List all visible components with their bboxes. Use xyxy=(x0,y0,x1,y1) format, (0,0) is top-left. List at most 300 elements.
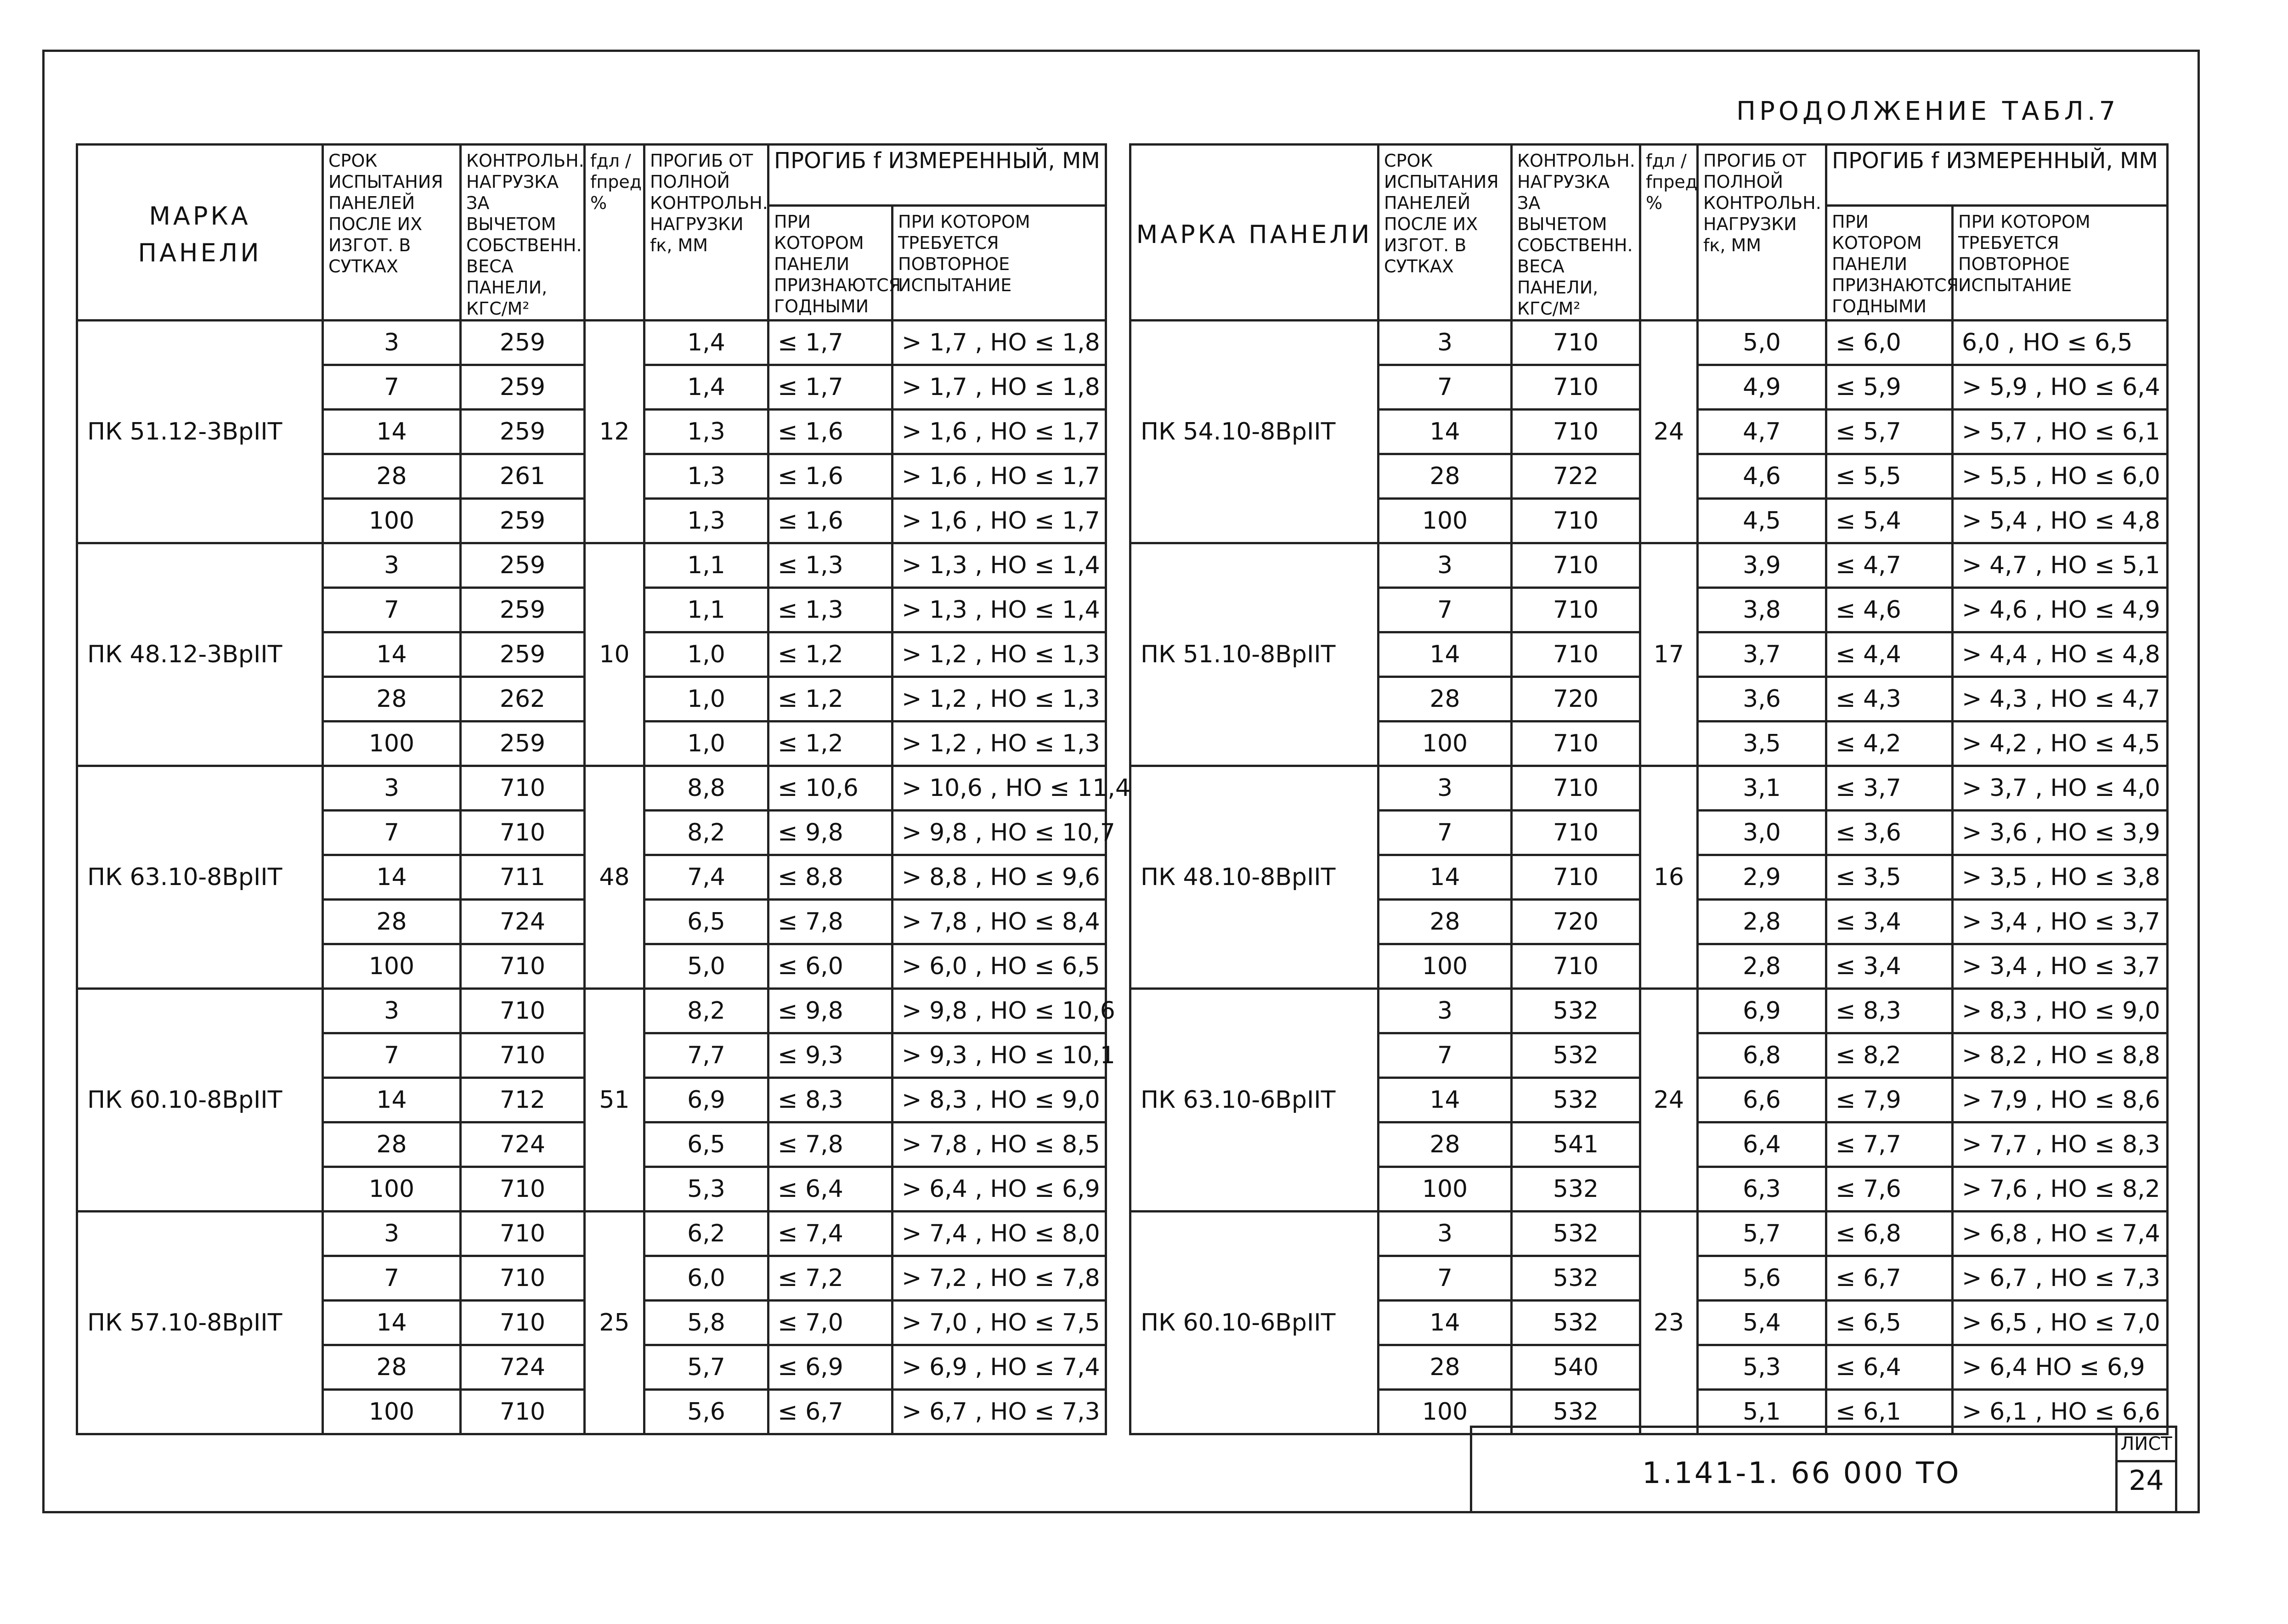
test-day: 7 xyxy=(323,365,461,410)
deflection-fk: 3,8 xyxy=(1698,588,1826,632)
test-day: 7 xyxy=(1378,1256,1512,1301)
control-load: 724 xyxy=(461,1345,585,1390)
test-day: 14 xyxy=(1378,632,1512,677)
control-load: 261 xyxy=(461,454,585,499)
ratio-percent: 10 xyxy=(585,543,644,766)
test-day: 28 xyxy=(323,900,461,944)
test-day: 28 xyxy=(323,454,461,499)
deflection-retest: > 7,8 , НО ≤ 8,5 xyxy=(893,1122,1106,1167)
ratio-percent: 25 xyxy=(585,1212,644,1434)
deflection-retest: > 10,6 , НО ≤ 11,4 xyxy=(893,766,1106,811)
header-progib: ПРОГИБ ОТ ПОЛНОЙ КОНТРОЛЬН. НАГРУЗКИ fк, ММ xyxy=(644,145,768,321)
panel-mark: ПК 60.10-8ВрIIТ xyxy=(77,989,323,1212)
control-load: 259 xyxy=(461,588,585,632)
deflection-ok: ≤ 8,8 xyxy=(768,855,893,900)
table-row xyxy=(1130,543,2168,588)
test-day: 7 xyxy=(1378,1033,1512,1078)
deflection-fk: 6,5 xyxy=(644,1122,768,1167)
test-day: 14 xyxy=(1378,855,1512,900)
deflection-ok: ≤ 6,4 xyxy=(1826,1345,1953,1390)
deflection-fk: 5,3 xyxy=(644,1167,768,1212)
test-day: 28 xyxy=(1378,1345,1512,1390)
control-load: 710 xyxy=(1512,588,1640,632)
header-nagruzka: КОНТРОЛЬН. НАГРУЗКА ЗА ВЫЧЕТОМ СОБСТВЕНН. ВЕСА ПАНЕЛИ, КГС/М² xyxy=(461,145,585,321)
table-row xyxy=(77,1212,1106,1256)
deflection-retest: > 8,2 , НО ≤ 8,8 xyxy=(1953,1033,2168,1078)
deflection-fk: 6,4 xyxy=(1698,1122,1826,1167)
deflection-fk: 6,2 xyxy=(644,1212,768,1256)
deflection-fk: 3,0 xyxy=(1698,811,1826,855)
deflection-fk: 5,1 xyxy=(1698,1390,1826,1434)
deflection-ok: ≤ 7,7 xyxy=(1826,1122,1953,1167)
deflection-ok: ≤ 1,3 xyxy=(768,588,893,632)
deflection-retest: > 3,7 , НО ≤ 4,0 xyxy=(1953,766,2168,811)
deflection-retest: > 1,7 , НО ≤ 1,8 xyxy=(893,365,1106,410)
table-row xyxy=(77,543,1106,588)
right-table-body xyxy=(1130,321,2168,1434)
control-load: 532 xyxy=(1512,1256,1640,1301)
deflection-fk: 1,0 xyxy=(644,632,768,677)
deflection-ok: ≤ 1,6 xyxy=(768,499,893,543)
control-load: 532 xyxy=(1512,1167,1640,1212)
deflection-retest: > 1,3 , НО ≤ 1,4 xyxy=(893,543,1106,588)
test-day: 14 xyxy=(323,410,461,454)
deflection-retest: > 7,4 , НО ≤ 8,0 xyxy=(893,1212,1106,1256)
control-load: 724 xyxy=(461,900,585,944)
deflection-fk: 2,9 xyxy=(1698,855,1826,900)
deflection-ok: ≤ 4,4 xyxy=(1826,632,1953,677)
control-load: 259 xyxy=(461,321,585,365)
test-day: 3 xyxy=(323,989,461,1033)
deflection-fk: 8,8 xyxy=(644,766,768,811)
deflection-ok: ≤ 6,0 xyxy=(1826,321,1953,365)
deflection-retest: > 4,4 , НО ≤ 4,8 xyxy=(1953,632,2168,677)
control-load: 532 xyxy=(1512,989,1640,1033)
deflection-ok: ≤ 1,2 xyxy=(768,722,893,766)
deflection-ok: ≤ 8,2 xyxy=(1826,1033,1953,1078)
deflection-ok: ≤ 6,4 xyxy=(768,1167,893,1212)
deflection-retest: > 8,3 , НО ≤ 9,0 xyxy=(893,1078,1106,1122)
deflection-fk: 5,7 xyxy=(644,1345,768,1390)
deflection-fk: 7,4 xyxy=(644,855,768,900)
deflection-ok: ≤ 1,2 xyxy=(768,632,893,677)
control-load: 259 xyxy=(461,632,585,677)
deflection-fk: 4,9 xyxy=(1698,365,1826,410)
deflection-retest: > 6,8 , НО ≤ 7,4 xyxy=(1953,1212,2168,1256)
header-srok: СРОК ИСПЫТАНИЯ ПАНЕЛЕЙ ПОСЛЕ ИХ ИЗГОТ. В СУТКАХ xyxy=(1378,145,1512,321)
deflection-fk: 6,3 xyxy=(1698,1167,1826,1212)
deflection-retest: > 8,3 , НО ≤ 9,0 xyxy=(1953,989,2168,1033)
deflection-retest: > 3,5 , НО ≤ 3,8 xyxy=(1953,855,2168,900)
ratio-percent: 48 xyxy=(585,766,644,989)
test-day: 100 xyxy=(1378,499,1512,543)
control-load: 710 xyxy=(461,1256,585,1301)
control-load: 710 xyxy=(461,989,585,1033)
control-load: 259 xyxy=(461,410,585,454)
deflection-fk: 1,0 xyxy=(644,722,768,766)
control-load: 710 xyxy=(1512,766,1640,811)
table-row xyxy=(1130,766,2168,811)
deflection-fk: 5,0 xyxy=(1698,321,1826,365)
deflection-retest: > 7,9 , НО ≤ 8,6 xyxy=(1953,1078,2168,1122)
deflection-ok: ≤ 1,2 xyxy=(768,677,893,722)
deflection-retest: > 7,2 , НО ≤ 7,8 xyxy=(893,1256,1106,1301)
deflection-ok: ≤ 6,1 xyxy=(1826,1390,1953,1434)
control-load: 710 xyxy=(461,1212,585,1256)
deflection-ok: ≤ 3,7 xyxy=(1826,766,1953,811)
deflection-fk: 1,4 xyxy=(644,321,768,365)
control-load: 710 xyxy=(461,1301,585,1345)
test-day: 3 xyxy=(323,543,461,588)
control-load: 710 xyxy=(1512,944,1640,989)
deflection-fk: 2,8 xyxy=(1698,900,1826,944)
deflection-ok: ≤ 10,6 xyxy=(768,766,893,811)
ratio-percent: 16 xyxy=(1640,766,1698,989)
header-povtor: ПРИ КОТОРОМ ТРЕБУЕТСЯ ПОВТОРНОЕ ИСПЫТАНИЕ xyxy=(893,205,1106,320)
test-day: 3 xyxy=(323,321,461,365)
control-load: 710 xyxy=(1512,499,1640,543)
test-day: 3 xyxy=(323,766,461,811)
deflection-retest: > 6,1 , НО ≤ 6,6 xyxy=(1953,1390,2168,1434)
test-day: 14 xyxy=(1378,410,1512,454)
deflection-ok: ≤ 3,6 xyxy=(1826,811,1953,855)
test-day: 14 xyxy=(323,855,461,900)
header-povtor: ПРИ КОТОРОМ ТРЕБУЕТСЯ ПОВТОРНОЕ ИСПЫТАНИЕ xyxy=(1953,205,2168,320)
deflection-retest: > 4,3 , НО ≤ 4,7 xyxy=(1953,677,2168,722)
test-day: 28 xyxy=(1378,677,1512,722)
deflection-fk: 4,5 xyxy=(1698,499,1826,543)
deflection-retest: > 5,7 , НО ≤ 6,1 xyxy=(1953,410,2168,454)
header-izmer: ПРОГИБ f ИЗМЕРЕННЫЙ, ММ xyxy=(768,145,1106,206)
deflection-retest: > 5,9 , НО ≤ 6,4 xyxy=(1953,365,2168,410)
deflection-fk: 1,1 xyxy=(644,543,768,588)
deflection-fk: 5,0 xyxy=(644,944,768,989)
deflection-ok: ≤ 5,9 xyxy=(1826,365,1953,410)
deflection-fk: 6,5 xyxy=(644,900,768,944)
test-day: 100 xyxy=(1378,1167,1512,1212)
test-day: 28 xyxy=(1378,1122,1512,1167)
table-row xyxy=(77,766,1106,811)
deflection-retest: > 1,6 , НО ≤ 1,7 xyxy=(893,454,1106,499)
control-load: 710 xyxy=(461,1033,585,1078)
deflection-fk: 5,4 xyxy=(1698,1301,1826,1345)
deflection-retest: > 7,8 , НО ≤ 8,4 xyxy=(893,900,1106,944)
deflection-fk: 1,0 xyxy=(644,677,768,722)
control-load: 541 xyxy=(1512,1122,1640,1167)
deflection-ok: ≤ 6,9 xyxy=(768,1345,893,1390)
panel-mark: ПК 60.10-6ВрIIТ xyxy=(1130,1212,1378,1434)
deflection-retest: > 4,7 , НО ≤ 5,1 xyxy=(1953,543,2168,588)
control-load: 710 xyxy=(461,1390,585,1434)
deflection-fk: 8,2 xyxy=(644,989,768,1033)
deflection-retest: > 6,4 , НО ≤ 6,9 xyxy=(893,1167,1106,1212)
deflection-retest: > 1,2 , НО ≤ 1,3 xyxy=(893,632,1106,677)
control-load: 259 xyxy=(461,722,585,766)
document-code: 1.141-1. 66 000 ТО xyxy=(1642,1456,1961,1490)
control-load: 710 xyxy=(461,811,585,855)
deflection-retest: > 5,4 , НО ≤ 4,8 xyxy=(1953,499,2168,543)
control-load: 710 xyxy=(1512,365,1640,410)
panel-mark: ПК 51.12-3ВрIIТ xyxy=(77,321,323,543)
deflection-retest: > 9,3 , НО ≤ 10,1 xyxy=(893,1033,1106,1078)
deflection-ok: ≤ 1,6 xyxy=(768,410,893,454)
sheet-number: 24 xyxy=(2129,1465,2164,1497)
deflection-fk: 5,6 xyxy=(1698,1256,1826,1301)
control-load: 710 xyxy=(461,766,585,811)
deflection-retest: > 4,2 , НО ≤ 4,5 xyxy=(1953,722,2168,766)
deflection-fk: 6,8 xyxy=(1698,1033,1826,1078)
control-load: 710 xyxy=(1512,321,1640,365)
deflection-retest: > 9,8 , НО ≤ 10,7 xyxy=(893,811,1106,855)
panel-mark: ПК 48.10-8ВрIIТ xyxy=(1130,766,1378,989)
control-load: 710 xyxy=(1512,410,1640,454)
deflection-retest: 6,0 , НО ≤ 6,5 xyxy=(1953,321,2168,365)
test-day: 7 xyxy=(1378,811,1512,855)
deflection-ok: ≤ 6,8 xyxy=(1826,1212,1953,1256)
test-day: 100 xyxy=(323,1390,461,1434)
deflection-fk: 1,1 xyxy=(644,588,768,632)
test-day: 100 xyxy=(1378,944,1512,989)
control-load: 532 xyxy=(1512,1078,1640,1122)
deflection-fk: 5,7 xyxy=(1698,1212,1826,1256)
deflection-ok: ≤ 7,8 xyxy=(768,1122,893,1167)
deflection-ok: ≤ 1,7 xyxy=(768,365,893,410)
test-day: 14 xyxy=(323,632,461,677)
test-day: 7 xyxy=(323,588,461,632)
control-load: 710 xyxy=(1512,543,1640,588)
deflection-retest: > 6,4 НО ≤ 6,9 xyxy=(1953,1345,2168,1390)
header-nagruzka: КОНТРОЛЬН. НАГРУЗКА ЗА ВЫЧЕТОМ СОБСТВЕНН. ВЕСА ПАНЕЛИ, КГС/М² xyxy=(1512,145,1640,321)
control-load: 710 xyxy=(1512,722,1640,766)
deflection-fk: 1,3 xyxy=(644,410,768,454)
test-day: 7 xyxy=(323,811,461,855)
title-block xyxy=(1470,1426,2177,1513)
deflection-ok: ≤ 5,7 xyxy=(1826,410,1953,454)
deflection-retest: > 6,7 , НО ≤ 7,3 xyxy=(893,1390,1106,1434)
deflection-fk: 4,7 xyxy=(1698,410,1826,454)
deflection-ok: ≤ 6,0 xyxy=(768,944,893,989)
deflection-ok: ≤ 3,4 xyxy=(1826,944,1953,989)
table-row xyxy=(1130,321,2168,365)
test-day: 3 xyxy=(1378,766,1512,811)
deflection-ok: ≤ 3,5 xyxy=(1826,855,1953,900)
ratio-percent: 17 xyxy=(1640,543,1698,766)
test-day: 28 xyxy=(1378,454,1512,499)
control-load: 710 xyxy=(1512,855,1640,900)
control-load: 540 xyxy=(1512,1345,1640,1390)
ratio-percent: 51 xyxy=(585,989,644,1212)
control-load: 259 xyxy=(461,365,585,410)
deflection-ok: ≤ 7,8 xyxy=(768,900,893,944)
deflection-retest: > 6,7 , НО ≤ 7,3 xyxy=(1953,1256,2168,1301)
deflection-fk: 3,5 xyxy=(1698,722,1826,766)
deflection-ok: ≤ 3,4 xyxy=(1826,900,1953,944)
deflection-fk: 6,6 xyxy=(1698,1078,1826,1122)
control-load: 722 xyxy=(1512,454,1640,499)
test-day: 100 xyxy=(323,1167,461,1212)
control-load: 710 xyxy=(1512,632,1640,677)
deflection-fk: 3,7 xyxy=(1698,632,1826,677)
test-day: 7 xyxy=(1378,588,1512,632)
test-day: 14 xyxy=(323,1301,461,1345)
deflection-fk: 6,9 xyxy=(1698,989,1826,1033)
deflection-retest: > 5,5 , НО ≤ 6,0 xyxy=(1953,454,2168,499)
deflection-fk: 1,3 xyxy=(644,454,768,499)
deflection-retest: > 1,2 , НО ≤ 1,3 xyxy=(893,677,1106,722)
control-load: 710 xyxy=(461,1167,585,1212)
deflection-fk: 5,6 xyxy=(644,1390,768,1434)
deflection-ok: ≤ 4,7 xyxy=(1826,543,1953,588)
deflection-retest: > 4,6 , НО ≤ 4,9 xyxy=(1953,588,2168,632)
header-marka: МАРКА ПАНЕЛИ xyxy=(1130,145,1378,321)
left-table xyxy=(76,143,1130,1435)
header-marka: МАРКА ПАНЕЛИ xyxy=(77,145,323,321)
test-day: 28 xyxy=(323,1122,461,1167)
deflection-retest: > 3,4 , НО ≤ 3,7 xyxy=(1953,900,2168,944)
deflection-ok: ≤ 9,3 xyxy=(768,1033,893,1078)
test-day: 3 xyxy=(1378,1212,1512,1256)
deflection-retest: > 1,7 , НО ≤ 1,8 xyxy=(893,321,1106,365)
deflection-retest: > 6,0 , НО ≤ 6,5 xyxy=(893,944,1106,989)
deflection-fk: 3,9 xyxy=(1698,543,1826,588)
deflection-retest: > 1,6 , НО ≤ 1,7 xyxy=(893,499,1106,543)
header-ratio: fдл / fпред % xyxy=(1640,145,1698,321)
panel-mark: ПК 63.10-8ВрIIТ xyxy=(77,766,323,989)
deflection-fk: 6,0 xyxy=(644,1256,768,1301)
control-load: 720 xyxy=(1512,677,1640,722)
panel-mark: ПК 57.10-8ВрIIТ xyxy=(77,1212,323,1434)
control-load: 532 xyxy=(1512,1212,1640,1256)
deflection-retest: > 7,7 , НО ≤ 8,3 xyxy=(1953,1122,2168,1167)
deflection-ok: ≤ 9,8 xyxy=(768,811,893,855)
table-row xyxy=(77,321,1106,365)
deflection-ok: ≤ 7,4 xyxy=(768,1212,893,1256)
deflection-ok: ≤ 1,6 xyxy=(768,454,893,499)
deflection-retest: > 7,6 , НО ≤ 8,2 xyxy=(1953,1167,2168,1212)
control-load: 532 xyxy=(1512,1390,1640,1434)
test-day: 28 xyxy=(323,677,461,722)
control-load: 710 xyxy=(1512,811,1640,855)
deflection-ok: ≤ 5,5 xyxy=(1826,454,1953,499)
control-load: 712 xyxy=(461,1078,585,1122)
deflection-retest: > 9,8 , НО ≤ 10,6 xyxy=(893,989,1106,1033)
deflection-ok: ≤ 8,3 xyxy=(1826,989,1953,1033)
deflection-ok: ≤ 5,4 xyxy=(1826,499,1953,543)
deflection-ok: ≤ 6,5 xyxy=(1826,1301,1953,1345)
deflection-ok: ≤ 6,7 xyxy=(1826,1256,1953,1301)
deflection-fk: 4,6 xyxy=(1698,454,1826,499)
control-load: 532 xyxy=(1512,1033,1640,1078)
deflection-retest: > 1,6 , НО ≤ 1,7 xyxy=(893,410,1106,454)
table-row xyxy=(77,989,1106,1033)
table-row xyxy=(1130,989,2168,1033)
deflection-ok: ≤ 7,9 xyxy=(1826,1078,1953,1122)
deflection-ok: ≤ 7,6 xyxy=(1826,1167,1953,1212)
deflection-ok: ≤ 1,3 xyxy=(768,543,893,588)
deflection-fk: 5,8 xyxy=(644,1301,768,1345)
test-day: 14 xyxy=(1378,1078,1512,1122)
deflection-ok: ≤ 8,3 xyxy=(768,1078,893,1122)
deflection-ok: ≤ 9,8 xyxy=(768,989,893,1033)
header-srok: СРОК ИСПЫТАНИЯ ПАНЕЛЕЙ ПОСЛЕ ИХ ИЗГОТ. В СУТКАХ xyxy=(323,145,461,321)
control-load: 711 xyxy=(461,855,585,900)
deflection-fk: 1,3 xyxy=(644,499,768,543)
sheet-cell xyxy=(2115,1428,2175,1513)
deflection-ok: ≤ 7,2 xyxy=(768,1256,893,1301)
control-load: 532 xyxy=(1512,1301,1640,1345)
control-load: 262 xyxy=(461,677,585,722)
deflection-fk: 6,9 xyxy=(644,1078,768,1122)
test-day: 100 xyxy=(1378,1390,1512,1434)
panel-mark: ПК 51.10-8ВрIIТ xyxy=(1130,543,1378,766)
control-load: 259 xyxy=(461,499,585,543)
deflection-ok: ≤ 7,0 xyxy=(768,1301,893,1345)
table-row xyxy=(1130,1212,2168,1256)
test-day: 100 xyxy=(1378,722,1512,766)
right-table xyxy=(1129,143,2169,1435)
control-load: 710 xyxy=(461,944,585,989)
test-day: 28 xyxy=(323,1345,461,1390)
panel-mark: ПК 54.10-8ВрIIТ xyxy=(1130,321,1378,543)
deflection-ok: ≤ 4,2 xyxy=(1826,722,1953,766)
test-day: 28 xyxy=(1378,900,1512,944)
deflection-ok: ≤ 1,7 xyxy=(768,321,893,365)
header-godnymi: ПРИ КОТОРОМ ПАНЕЛИ ПРИЗНАЮТСЯ ГОДНЫМИ xyxy=(768,205,893,320)
panel-mark: ПК 63.10-6ВрIIТ xyxy=(1130,989,1378,1212)
control-load: 720 xyxy=(1512,900,1640,944)
deflection-retest: > 8,8 , НО ≤ 9,6 xyxy=(893,855,1106,900)
deflection-retest: > 3,4 , НО ≤ 3,7 xyxy=(1953,944,2168,989)
header-progib: ПРОГИБ ОТ ПОЛНОЙ КОНТРОЛЬН. НАГРУЗКИ fк, ММ xyxy=(1698,145,1826,321)
ratio-percent: 12 xyxy=(585,321,644,543)
deflection-fk: 3,1 xyxy=(1698,766,1826,811)
test-day: 14 xyxy=(323,1078,461,1122)
deflection-ok: ≤ 4,3 xyxy=(1826,677,1953,722)
deflection-fk: 2,8 xyxy=(1698,944,1826,989)
sheet-label: ЛИСТ xyxy=(2118,1428,2175,1462)
header-ratio: fдл / fпред % xyxy=(585,145,644,321)
deflection-fk: 5,3 xyxy=(1698,1345,1826,1390)
deflection-retest: > 1,3 , НО ≤ 1,4 xyxy=(893,588,1106,632)
test-day: 7 xyxy=(1378,365,1512,410)
control-load: 724 xyxy=(461,1122,585,1167)
ratio-percent: 23 xyxy=(1640,1212,1698,1434)
test-day: 3 xyxy=(1378,543,1512,588)
panel-mark: ПК 48.12-3ВрIIТ xyxy=(77,543,323,766)
test-day: 3 xyxy=(1378,321,1512,365)
test-day: 3 xyxy=(323,1212,461,1256)
header-godnymi: ПРИ КОТОРОМ ПАНЕЛИ ПРИЗНАЮТСЯ ГОДНЫМИ xyxy=(1826,205,1953,320)
deflection-retest: > 6,9 , НО ≤ 7,4 xyxy=(893,1345,1106,1390)
table-caption: ПРОДОЛЖЕНИЕ ТАБЛ.7 xyxy=(1736,96,2119,126)
deflection-retest: > 1,2 , НО ≤ 1,3 xyxy=(893,722,1106,766)
deflection-fk: 8,2 xyxy=(644,811,768,855)
deflection-fk: 7,7 xyxy=(644,1033,768,1078)
test-day: 100 xyxy=(323,499,461,543)
ratio-percent: 24 xyxy=(1640,989,1698,1212)
deflection-retest: > 3,6 , НО ≤ 3,9 xyxy=(1953,811,2168,855)
deflection-retest: > 6,5 , НО ≤ 7,0 xyxy=(1953,1301,2168,1345)
deflection-ok: ≤ 6,7 xyxy=(768,1390,893,1434)
deflection-ok: ≤ 4,6 xyxy=(1826,588,1953,632)
deflection-retest: > 7,0 , НО ≤ 7,5 xyxy=(893,1301,1106,1345)
header-izmer: ПРОГИБ f ИЗМЕРЕННЫЙ, ММ xyxy=(1826,145,2168,206)
test-day: 100 xyxy=(323,944,461,989)
control-load: 259 xyxy=(461,543,585,588)
deflection-fk: 3,6 xyxy=(1698,677,1826,722)
ratio-percent: 24 xyxy=(1640,321,1698,543)
test-day: 7 xyxy=(323,1256,461,1301)
